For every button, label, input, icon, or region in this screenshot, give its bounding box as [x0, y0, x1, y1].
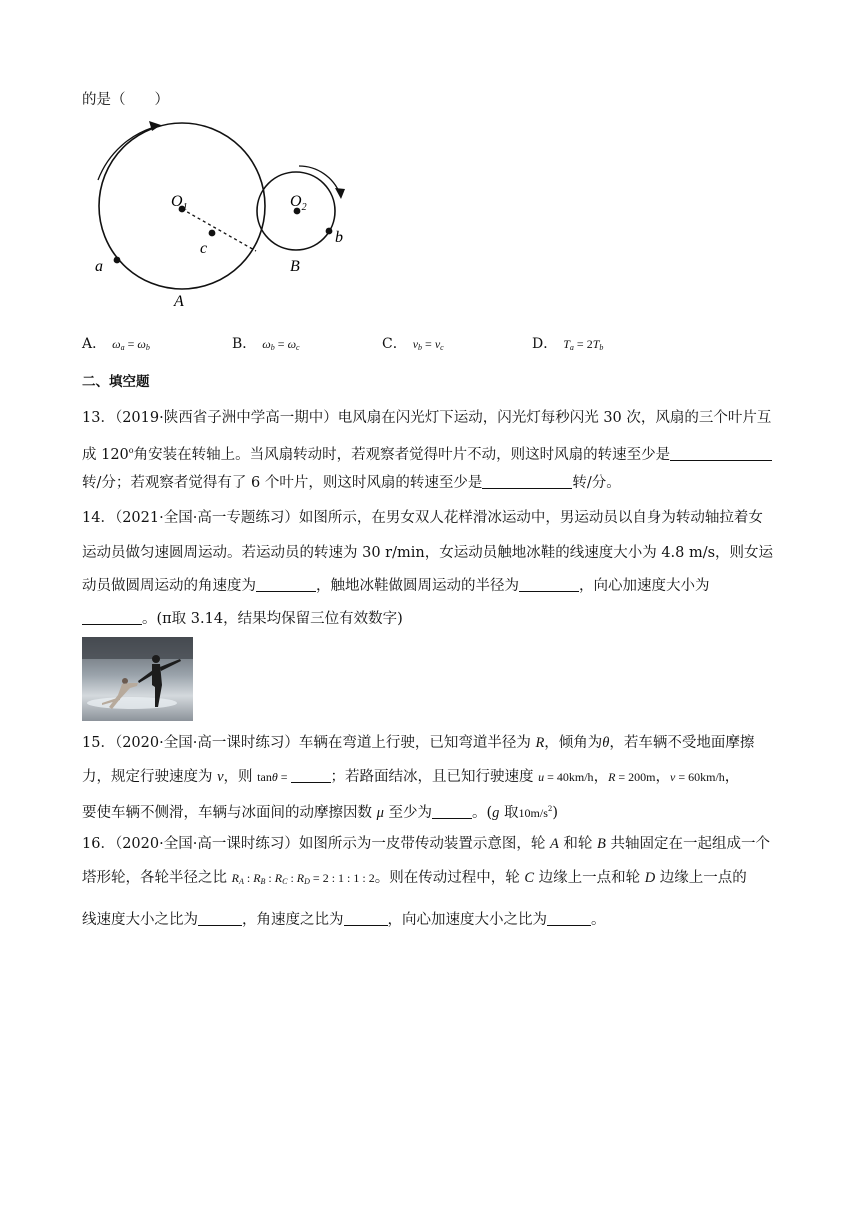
point-c-dot: [209, 230, 216, 237]
point-b-dot: [326, 228, 333, 235]
q14-line3: 动员做圆周运动的角速度为 ，触地冰鞋做圆周运动的半径为 ，向心加速度大小为: [82, 578, 710, 594]
q14-line1: 14．（2021·全国·高一专题练习）如图所示，在男女双人花样滑冰运动中，男运动员以自身为转动轴拉着女: [82, 510, 763, 526]
q16-line1: 16．（2020·全国·高一课时练习）如图所示为一皮带传动装置示意图，轮 A 和轮 B 共轴固定在一起组成一个: [82, 836, 770, 852]
q13-line1: 13．（2019·陕西省子洲中学高一期中）电风扇在闪光灯下运动，闪光灯每秒闪光 30 次，风扇的三个叶片互: [82, 410, 772, 426]
label-b: b: [335, 229, 343, 246]
option-b[interactable]: B． $\omega_b = \omega_c$: [232, 336, 300, 352]
label-c: c: [200, 240, 208, 257]
q15-blank-1[interactable]: [291, 768, 331, 783]
q16-line2: 塔形轮，各轮半径之比 $R_A$ : $R_B$ : $R_C$ : $R_D = 2$ : 1 : 1 : 2。则在传动过程中，轮 C 边缘上一点和轮 D 边缘上一点的: [82, 870, 747, 886]
q15-line1: 15．（2020·全国·高一课时练习）车辆在弯道上行驶，已知弯道半径为 R，倾角为θ，若车辆不受地面摩擦: [82, 735, 755, 751]
section-title: 二、填空题: [82, 374, 150, 390]
dashed-radius: [182, 209, 256, 251]
q16-blank-1[interactable]: [198, 911, 242, 926]
q15-line3: 要使车辆不侧滑，车辆与冰面间的动摩擦因数 μ 至少为 。(g 取$10m/s^2$): [82, 804, 559, 821]
q14-line2: 运动员做匀速圆周运动。若运动员的转速为 30 r/min，女运动员触地冰鞋的线速度大小为 4.8 m/s，则女运: [82, 545, 774, 561]
q16-line3: 线速度大小之比为 ，角速度之比为 ，向心加速度大小之比为 。: [82, 912, 606, 928]
q16-blank-2[interactable]: [344, 911, 388, 926]
option-a[interactable]: A． $\omega_a = \omega_b$: [82, 336, 150, 352]
q14-blank-3[interactable]: [82, 610, 142, 625]
wheel-diagram: [86, 118, 366, 313]
label-a: a: [95, 258, 103, 275]
label-small-wheel: B: [290, 258, 300, 275]
q15-blank-2[interactable]: [432, 804, 472, 819]
label-big-wheel: A: [174, 293, 184, 310]
q13-line2: 成 120$^o$角安装在转轴上。当风扇转动时，若观察者觉得叶片不动，则这时风扇的转速至少是: [82, 441, 772, 465]
q14-line4: 。(π取 3.14，结果均保留三位有效数字): [82, 609, 403, 629]
option-d[interactable]: D． $T_a = 2T_b$: [532, 336, 604, 352]
q15-line2: 力，规定行驶速度为 v，则 tanθ = ；若路面结冰，且已知行驶速度 u = 40km/h，R = 200m，v = 60km/h，: [82, 769, 740, 785]
skating-photo: [82, 637, 193, 721]
label-o1: $O_1$: [171, 193, 188, 213]
point-a-dot: [114, 257, 121, 264]
q16-blank-3[interactable]: [547, 911, 591, 926]
question-tail: 的是（ ）: [82, 92, 169, 108]
option-c[interactable]: C． $v_b = v_c$: [382, 336, 444, 352]
q14-blank-2[interactable]: [519, 577, 579, 592]
q13-blank-2[interactable]: [482, 474, 572, 489]
q14-blank-1[interactable]: [256, 577, 316, 592]
q13-blank-1[interactable]: [670, 446, 772, 461]
label-o2: $O_2$: [290, 193, 307, 213]
q13-line3: 转/分；若观察者觉得有了 6 个叶片，则这时风扇的转速至少是 转/分。: [82, 475, 621, 491]
arrow-head-b: [335, 188, 345, 199]
